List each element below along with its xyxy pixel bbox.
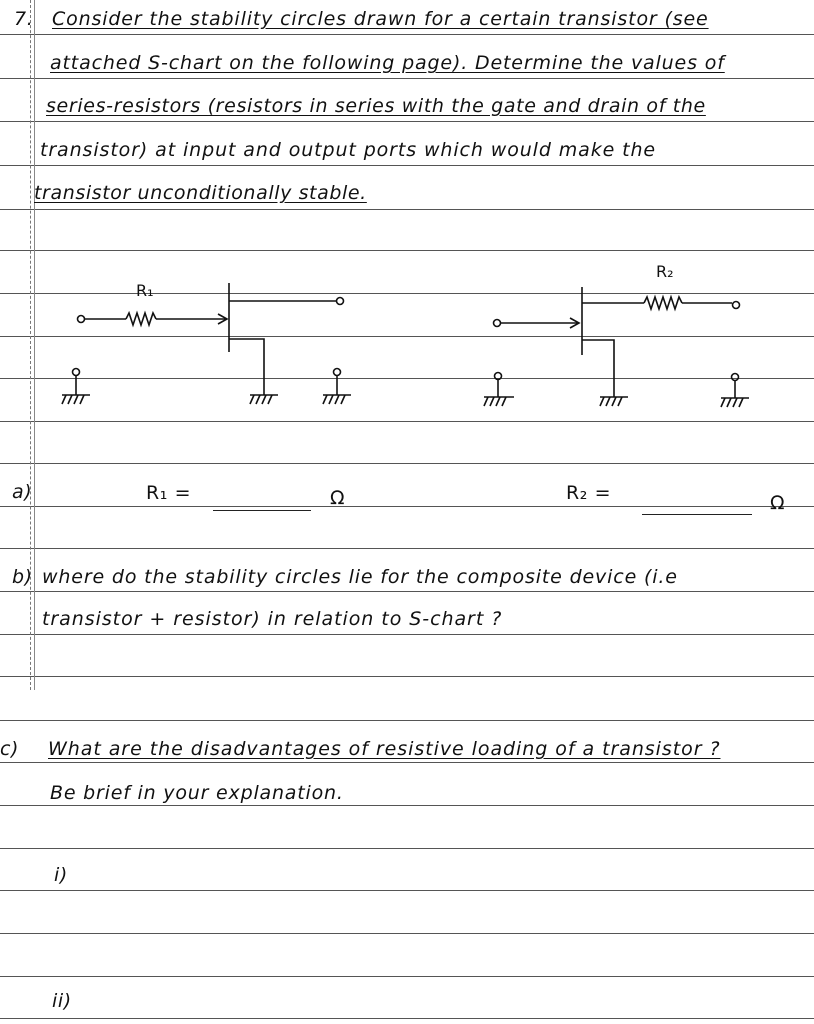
answer-item-i: i)	[54, 864, 68, 886]
r2-answer-blank[interactable]	[642, 514, 752, 515]
output-ground-terminal	[732, 374, 739, 381]
r2-unit: Ω	[770, 492, 786, 514]
question-line: Consider the stability circles drawn for a certain transistor (see	[52, 8, 709, 30]
output-ground-terminal	[334, 369, 341, 376]
part-b-line: transistor + resistor) in relation to S-chart ?	[42, 608, 503, 630]
input-ground-terminal	[495, 373, 502, 380]
input-terminal	[78, 316, 85, 323]
left-transistor-circuit	[62, 283, 351, 404]
part-c-line: What are the disadvantages of resistive loading of a transistor ?	[48, 738, 721, 760]
question-line: transistor unconditionally stable.	[34, 182, 367, 204]
question-number: 7.	[14, 8, 34, 30]
part-a-marker: a)	[12, 481, 33, 503]
answer-item-ii: ii)	[52, 990, 72, 1012]
drain-terminal	[337, 298, 344, 305]
right-transistor-circuit	[484, 287, 749, 407]
resistor-r2-label: R₂	[656, 262, 674, 281]
input-ground-terminal	[73, 369, 80, 376]
r1-unit: Ω	[330, 487, 346, 509]
drain-terminal	[733, 302, 740, 309]
question-line: transistor) at input and output ports which would make the	[40, 139, 657, 161]
resistor-r1-symbol	[126, 313, 156, 325]
source-wire	[229, 339, 264, 395]
r1-equals-label: R₁ =	[146, 482, 192, 504]
source-wire	[582, 340, 614, 397]
question-line: attached S-chart on the following page). Determine the values of	[50, 52, 725, 74]
resistor-r2-symbol	[644, 297, 682, 309]
part-b-marker: b)	[12, 566, 33, 588]
input-terminal	[494, 320, 501, 327]
resistor-r1-label: R₁	[136, 281, 154, 300]
r2-equals-label: R₂ =	[566, 482, 612, 504]
part-b-line: where do the stability circles lie for the composite device (i.e	[42, 566, 678, 588]
part-c-line: Be brief in your explanation.	[50, 782, 344, 804]
question-line: series-resistors (resistors in series with the gate and drain of the	[46, 95, 706, 117]
part-c-marker: c)	[0, 738, 20, 760]
r1-answer-blank[interactable]	[213, 510, 311, 511]
